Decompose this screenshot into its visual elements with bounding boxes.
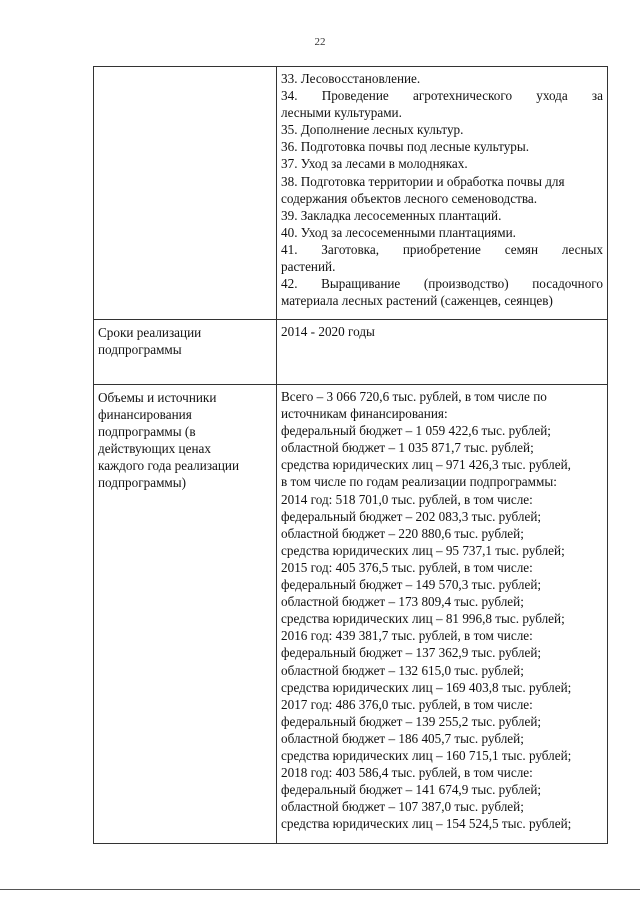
measure-item-line: содержания объектов лесного семеноводства. [281,190,538,206]
funding-label-line: подпрограммы (в [98,424,196,440]
funding-detail-line: областной бюджет – 132 615,0 тыс. рублей; [281,662,524,678]
funding-detail-line: областной бюджет – 186 405,7 тыс. рублей; [281,730,524,746]
measure-item-line: растений. [281,259,336,275]
measure-item-line: 38. Подготовка территории и обработка почвы для [281,173,565,189]
funding-details-cell [277,385,608,844]
measure-item-line: 33. Лесовосстановление. [281,71,421,86]
funding-detail-line: средства юридических лиц – 95 737,1 тыс. рублей; [281,542,565,558]
funding-detail-line: федеральный бюджет – 149 570,3 тыс. рублей; [281,577,542,593]
measure-item-line: 39. Закладка лесосеменных плантаций. [281,207,502,223]
funding-detail-line: областной бюджет – 1 035 871,7 тыс. рублей; [281,440,534,456]
measure-item-line: 37. Уход за лесами в молодняках. [281,156,468,172]
funding-detail-line: областной бюджет – 107 387,0 тыс. рублей; [281,799,524,815]
page-bottom-rule [0,889,640,890]
page-number: 22 [314,36,326,48]
funding-detail-line: 2014 год: 518 701,0 тыс. рублей, в том числе: [281,491,533,507]
measure-item-line: лесными культурами. [281,105,402,121]
measure-item-line: 35. Дополнение лесных культур. [281,122,464,138]
period-label-line: подпрограммы [98,342,182,358]
funding-detail-line: в том числе по годам реализации подпрограммы: [281,474,557,490]
period-value-cell [277,320,608,385]
period-label-cell [94,320,277,385]
funding-detail-line: средства юридических лиц – 169 403,8 тыс. рублей; [281,679,572,695]
funding-detail-line: 2017 год: 486 376,0 тыс. рублей, в том числе: [281,696,533,712]
funding-label-line: подпрограммы) [98,475,187,491]
funding-label-cell [94,385,277,844]
funding-detail-line: федеральный бюджет – 141 674,9 тыс. рублей; [281,782,542,798]
period-row [94,320,608,385]
funding-detail-line: областной бюджет – 220 880,6 тыс. рублей; [281,525,524,541]
funding-detail-line: 2016 год: 439 381,7 тыс. рублей, в том числе: [281,628,533,644]
funding-label-line: действующих ценах [98,441,211,457]
measures-list-cell [277,67,608,320]
funding-label-line: Объемы и источники [98,390,217,405]
measure-item-line: 34. Проведение агротехнического ухода за [281,88,603,104]
funding-detail-line: федеральный бюджет – 137 362,9 тыс. рублей; [281,645,542,661]
measures-row [94,67,608,320]
funding-detail-line: источникам финансирования: [281,406,448,422]
funding-detail-line: средства юридических лиц – 160 715,1 тыс. рублей; [281,747,572,763]
measure-item-line: 41. Заготовка, приобретение семян лесных [281,241,603,257]
funding-detail-line: федеральный бюджет – 139 255,2 тыс. рублей; [281,713,542,729]
measure-item-line: 42. Выращивание (производство) посадочного [281,276,603,292]
funding-detail-line: средства юридических лиц – 971 426,3 тыс. рублей, [281,457,571,473]
measure-item-line: 36. Подготовка почвы под лесные культуры. [281,139,530,155]
period-label-line: Сроки реализации [98,325,202,340]
funding-detail-line: средства юридических лиц – 154 524,5 тыс. рублей; [281,816,572,832]
measure-item-line: 40. Уход за лесосеменными плантациями. [281,224,516,240]
funding-detail-line: федеральный бюджет – 202 083,3 тыс. рублей; [281,508,542,524]
funding-detail-line: областной бюджет – 173 809,4 тыс. рублей; [281,594,524,610]
funding-detail-line: 2015 год: 405 376,5 тыс. рублей, в том числе: [281,559,533,575]
period-value: 2014 - 2020 годы [281,324,375,339]
funding-label-line: финансирования [98,407,192,423]
funding-label-line: каждого года реализации [98,458,240,474]
measure-item-line: материала лесных растений (саженцев, сеянцев) [281,293,553,309]
funding-detail-line: Всего – 3 066 720,6 тыс. рублей, в том числе по [281,389,547,404]
funding-detail-line: 2018 год: 403 586,4 тыс. рублей, в том числе: [281,765,533,781]
funding-row [94,385,608,844]
subprogram-passport-table [93,66,608,844]
funding-detail-line: средства юридических лиц – 81 996,8 тыс. рублей; [281,611,565,627]
measures-label-cell [94,67,277,320]
funding-detail-line: федеральный бюджет – 1 059 422,6 тыс. рублей; [281,423,551,439]
